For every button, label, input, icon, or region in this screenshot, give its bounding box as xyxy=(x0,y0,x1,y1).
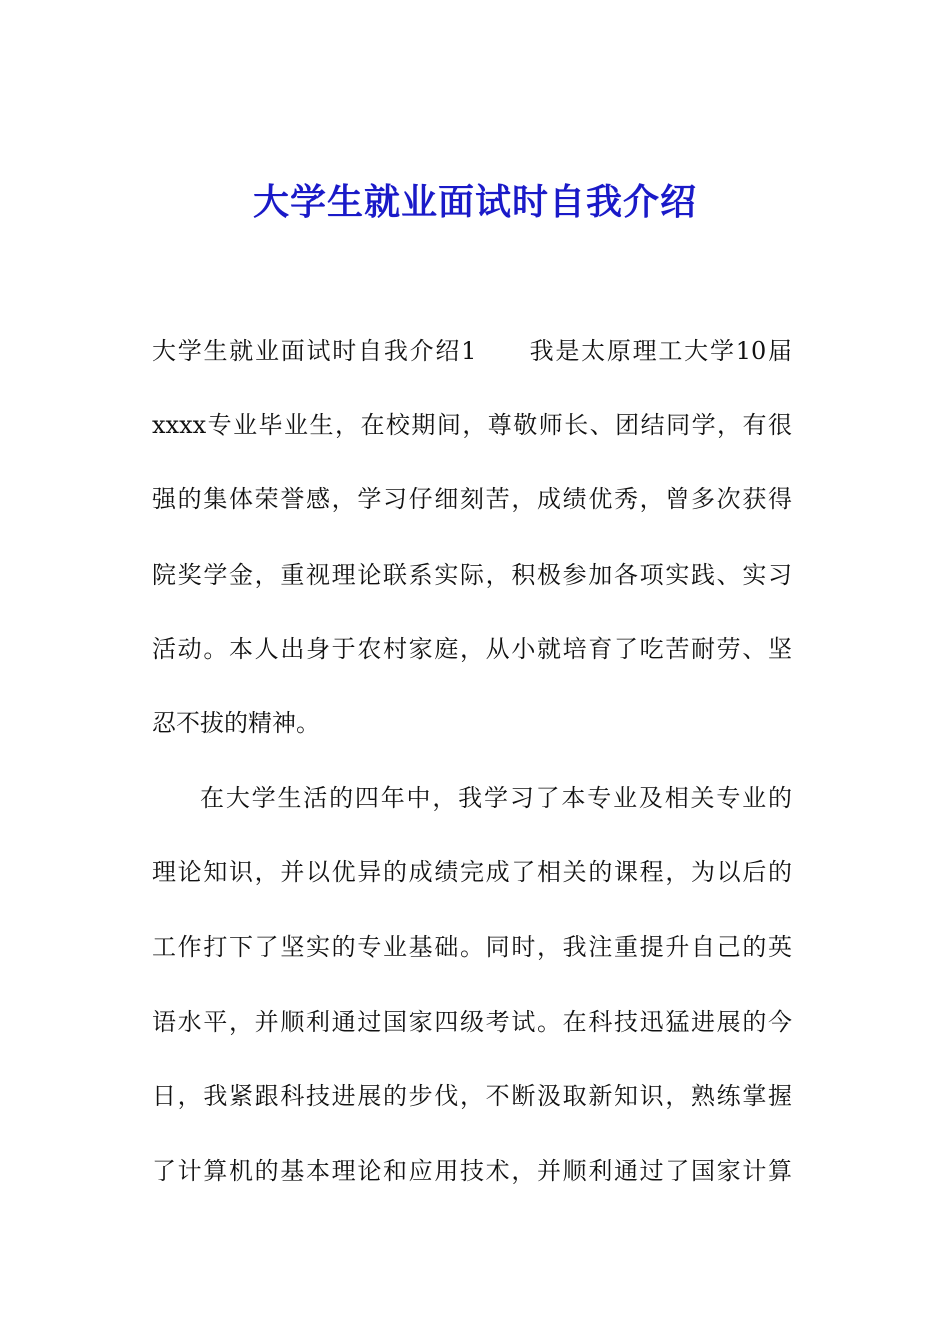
paragraph-line: 活动。本人出身于农村家庭，从小就培育了吃苦耐劳、坚 xyxy=(152,635,792,663)
paragraph-line: 忍不拔的精神。 xyxy=(152,709,320,737)
paragraph-line: 院奖学金，重视理论联系实际，积极参加各项实践、实习 xyxy=(152,561,792,589)
paragraph-line: 大学生就业面试时自我介绍1 我是太原理工大学10届 xyxy=(152,337,792,365)
paragraph-line: 在大学生活的四年中，我学习了本专业及相关专业的 xyxy=(200,784,792,812)
document-title: 大学生就业面试时自我介绍 xyxy=(252,182,697,223)
paragraph-line: 工作打下了坚实的专业基础。同时，我注重提升自己的英 xyxy=(152,933,792,961)
paragraph-line: 强的集体荣誉感，学习仔细刻苦，成绩优秀，曾多次获得 xyxy=(152,485,792,513)
paragraph-line: 理论知识，并以优异的成绩完成了相关的课程，为以后的 xyxy=(152,858,792,886)
paragraph-line: 了计算机的基本理论和应用技术，并顺利通过了国家计算 xyxy=(152,1157,792,1185)
paragraph-line: 日，我紧跟科技进展的步伐，不断汲取新知识，熟练掌握 xyxy=(152,1082,792,1110)
paragraph-line: xxxx专业毕业生，在校期间，尊敬师长、团结同学，有很 xyxy=(152,411,792,439)
paragraph-line: 语水平，并顺利通过国家四级考试。在科技迅猛进展的今 xyxy=(152,1008,792,1036)
